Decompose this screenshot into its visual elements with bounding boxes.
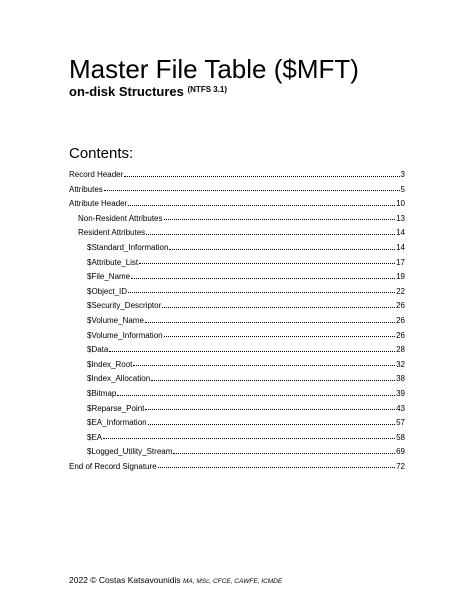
subtitle-text: on-disk Structures [69,84,184,99]
toc-entry-label: $Bitmap [87,388,117,398]
document-subtitle [69,82,227,100]
toc-entry-page: 57 [396,418,405,428]
toc-entry-label: $Volume_Information [87,330,163,340]
toc-entry-label: $Reparse_Point [87,403,145,413]
footer-qualifications: MA, MSc, CFCE, CAWFE, ICMDE [183,578,283,585]
toc-entry-label: Attribute Header [69,199,128,209]
toc-entry-label: $Index_Allocation [87,374,151,384]
toc-entry[interactable] [69,168,405,183]
toc-dot-leader [158,466,395,468]
toc-entry[interactable] [69,226,405,241]
toc-entry-label: Resident Attributes [78,228,146,238]
toc-entry[interactable] [69,445,405,460]
toc-entry[interactable] [69,197,405,212]
subtitle-version: (NTFS 3.1) [187,85,228,94]
toc-entry-label: $Attribute_List [87,257,139,267]
toc-dot-leader [124,175,399,177]
toc-dot-leader [148,423,396,425]
toc-dot-leader [164,335,395,337]
toc-dot-leader [117,394,395,396]
toc-entry-label: Record Header [69,170,124,179]
footer-copyright: 2022 © Costas Katsavounidis [69,575,181,585]
toc-dot-leader [128,204,395,206]
toc-entry-label: $Security_Descriptor [87,301,162,311]
contents-heading: Contents: [69,145,134,162]
toc-entry[interactable] [69,402,405,417]
toc-entry-page: 14 [396,228,405,238]
toc-entry-label: $Object_ID [87,286,128,296]
toc-entry-label: Attributes [69,184,103,194]
toc-entry-page: 32 [396,359,405,369]
toc-entry-page: 38 [396,374,405,384]
toc-entry-page: 19 [396,272,405,282]
toc-entry[interactable] [69,372,405,387]
toc-dot-leader [173,452,395,454]
toc-entry-page: 3 [400,170,405,179]
toc-entry-page: 58 [396,432,405,442]
toc-entry-page: 43 [396,403,405,413]
toc-entry[interactable] [69,212,405,227]
toc-entry[interactable] [69,329,405,344]
toc-entry-label: Non-Resident Attributes [78,213,163,223]
toc-entry-page: 26 [396,330,405,340]
toc-entry[interactable] [69,314,405,329]
toc-entry-label: $File_Name [87,272,131,282]
toc-entry-page: 39 [396,388,405,398]
document-title: Master File Table ($MFT) [69,54,359,84]
toc-entry-label: End of Record Signature [69,461,157,471]
toc-dot-leader [133,364,395,366]
toc-entry-label: $Index_Root [87,359,133,369]
toc-entry-page: 14 [396,242,405,252]
toc-entry[interactable] [69,343,405,358]
toc-dot-leader [109,350,395,352]
toc-dot-leader [146,233,395,235]
toc-dot-leader [162,306,395,308]
toc-entry-label: $EA_Information [87,418,147,428]
toc-dot-leader [128,291,395,293]
toc-entry[interactable] [69,431,405,446]
toc-dot-leader [103,437,395,439]
toc-dot-leader [139,262,395,264]
toc-dot-leader [169,248,395,250]
toc-dot-leader [104,189,400,191]
toc-entry[interactable] [69,241,405,256]
toc-dot-leader [145,321,395,323]
toc-entry-page: 13 [396,213,405,223]
toc-entry[interactable] [69,416,405,431]
toc-entry-label: $Data [87,345,109,355]
toc-entry-page: 26 [396,301,405,311]
toc-dot-leader [164,218,396,220]
toc-entry[interactable] [69,285,405,300]
toc-entry-page: 17 [396,257,405,267]
toc-entry-label: $EA [87,432,103,442]
toc-entry[interactable] [69,256,405,271]
toc-entry[interactable] [69,299,405,314]
toc-entry-label: $Logged_Utility_Stream [87,447,173,457]
toc-entry-page: 72 [396,461,405,471]
toc-entry-label: $Standard_Information [87,242,169,252]
toc-entry-label: $Volume_Name [87,315,144,325]
toc-entry-page: 26 [396,315,405,325]
table-of-contents [69,168,405,474]
toc-dot-leader [145,408,395,410]
toc-entry[interactable] [69,460,405,475]
toc-entry-page: 22 [396,286,405,296]
toc-entry[interactable] [69,387,405,402]
toc-entry-page: 5 [400,184,405,194]
toc-entry[interactable] [69,183,405,198]
toc-entry-page: 69 [396,447,405,457]
footer [69,574,282,588]
toc-entry[interactable] [69,358,405,373]
toc-entry-page: 28 [396,345,405,355]
toc-dot-leader [131,277,395,279]
toc-entry[interactable] [69,270,405,285]
toc-entry-page: 10 [396,199,405,209]
toc-dot-leader [151,379,395,381]
